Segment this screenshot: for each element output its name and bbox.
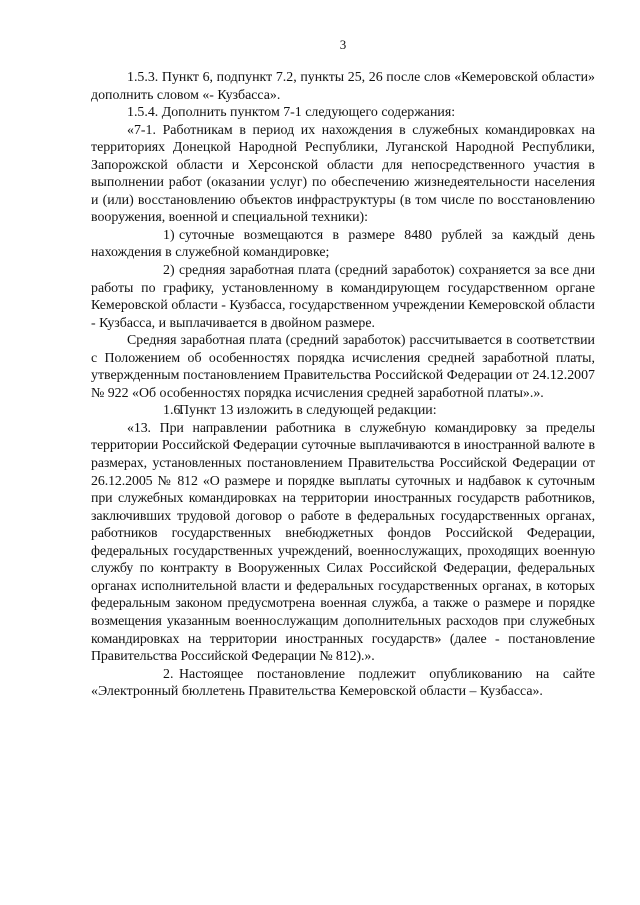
- list-item-1: [91, 227, 595, 262]
- paragraph-1-6: [91, 402, 595, 420]
- list-number: 1): [163, 227, 175, 243]
- paragraph-text: «13. При направлении работника в служебную командировку за пределы территории Российской Федерации суточные выплачиваются в иностранной валюте в размерах, установленных постановлением Правительства Российской Федерации от 26.12.2005 № 812 «О размере и порядке выплаты суточных и надбавок к суточным при служебных командировках на территории иностранных государств работников, заключивших трудовой договор о работе в федеральных государственных органах, работников государственных внебюджетных фондов Российской Федерации, федеральных государственных учреждений, военнослужащих, проходящих военную службу по контракту в Вооруженных Силах Российской Федерации, федеральных органах исполнительной власти и федеральных государственных органах, в которых федеральным законом предусмотрена военная служба, а также о размере и порядке возмещения указанным военнослужащим дополнительных расходов при служебных командировках на территории иностранных государств» (далее - постановление Правительства Российской Федерации № 812).».: [91, 420, 595, 665]
- paragraph-text: 1.5.4. Дополнить пунктом 7-1 следующего содержания:: [127, 105, 456, 121]
- paragraph-7-1: [91, 122, 595, 227]
- paragraph-text: Настоящее постановление подлежит опубликованию на сайте «Электронный бюллетень Правительства Кемеровской области – Кузбасса».: [91, 666, 595, 700]
- paragraph-text: Пункт 13 изложить в следующей редакции:: [179, 403, 437, 419]
- paragraph-1-5-4: [91, 104, 595, 122]
- paragraph-text: суточные возмещаются в размере 8480 рублей за каждый день нахождения в служебной командировке;: [91, 227, 595, 261]
- paragraph-text: Средняя заработная плата (средний заработок) рассчитывается в соответствии с Положением об особенностях порядка исчисления средней заработной платы, утвержденным постановлением Правительства Российской Федерации от 24.12.2007 № 922 «Об особенностях порядка исчисления средней заработной платы».».: [91, 333, 595, 401]
- paragraph-13: [91, 420, 595, 666]
- paragraph-text: средняя заработная плата (средний заработок) сохраняется за все дни работы по графику, установленному в командирующем государственном органе Кемеровской области - Кузбасса, государственном учреждении Кемеровской области - Кузбасса, и выплачивается в двойном размере.: [91, 263, 595, 331]
- list-item-2: [91, 262, 595, 332]
- clause-number: 1.6.: [163, 403, 184, 419]
- list-number: 2): [163, 263, 175, 279]
- document-body: [91, 69, 595, 701]
- paragraph-text: «7-1. Работникам в период их нахождения в служебных командировках на территориях Донецкой Народной Республики, Луганской Народной Республики, Запорожской области и Херсонской области для непосредственного участия в выполнении работ (оказании услуг) по обеспечению жизнедеятельности населения и (или) восстановлению объектов инфраструктуры (в том числе по восстановлению вооружения, военной и специальной техники):: [91, 122, 595, 226]
- page-number: 3: [339, 37, 347, 52]
- paragraph-1-5-3: [91, 69, 595, 104]
- clause-number: 2.: [163, 666, 174, 682]
- paragraph-2: [91, 666, 595, 701]
- paragraph-text: 1.5.3. Пункт 6, подпункт 7.2, пункты 25, 26 после слов «Кемеровской области» дополнить словом «- Кузбасса».: [91, 70, 595, 103]
- paragraph-average-salary: [91, 332, 595, 402]
